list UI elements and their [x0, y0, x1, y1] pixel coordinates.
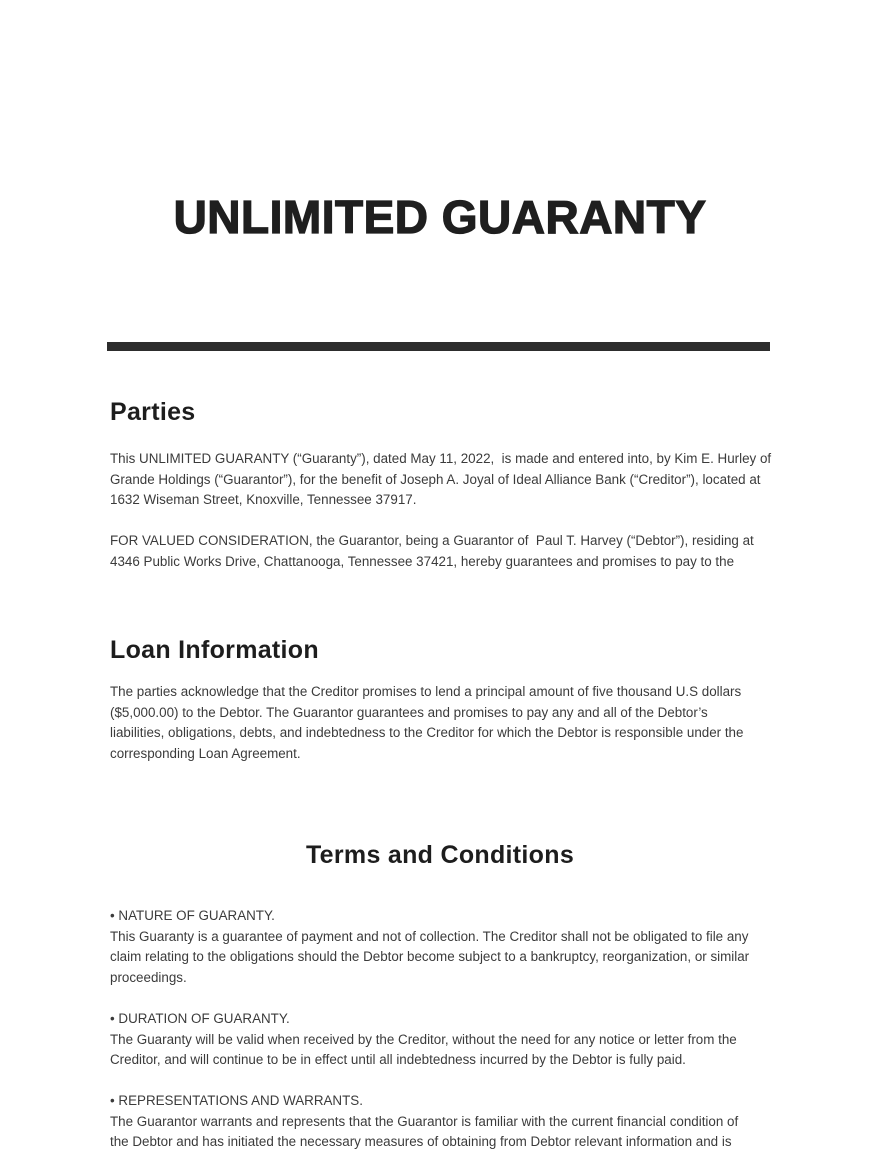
terms-section-title: • REPRESENTATIONS AND WARRANTS. — [110, 1093, 363, 1108]
text-line: Grande Holdings (“Guarantor”), for the benefit of Joseph A. Joyal of Ideal Alliance Bank (“Creditor”), located at — [110, 471, 761, 487]
terms-section-title: • DURATION OF GUARANTY. — [110, 1011, 290, 1026]
document-title: UNLIMITED GUARANTY — [173, 191, 707, 243]
text-line: the Debtor and has initiated the necessary measures of obtaining from Debtor relevant information and is — [110, 1134, 732, 1150]
text-line: This UNLIMITED GUARANTY (“Guaranty”), dated May 11, 2022, is made and entered into, by Kim E. Hurley of — [110, 451, 772, 466]
text-line: claim relating to the obligations should the Debtor become subject to a bankruptcy, reorganization, or similar — [110, 949, 750, 965]
text-line: The parties acknowledge that the Creditor promises to lend a principal amount of five thousand U.S dollars — [110, 684, 742, 699]
text-line: 4346 Public Works Drive, Chattanooga, Tennessee 37421, hereby guarantees and promises to pay to the — [110, 553, 735, 569]
parties-heading: Parties — [110, 398, 196, 426]
text-line: FOR VALUED CONSIDERATION, the Guarantor, being a Guarantor of Paul T. Harvey (“Debtor”), residing at — [110, 533, 754, 548]
text-line: This Guaranty is a guarantee of payment and not of collection. The Creditor shall not be obligated to file any — [110, 928, 749, 944]
terms-section-representations-and-warrants — [110, 1091, 810, 1153]
text-line: Creditor, and will continue to be in effect until all indebtedness incurred by the Debtor is fully paid. — [110, 1052, 686, 1068]
terms-section-title: • NATURE OF GUARANTY. — [110, 908, 275, 923]
parties-paragraph-1 — [110, 449, 810, 511]
text-line: The Guarantor warrants and represents that the Guarantor is familiar with the current financial condition of — [110, 1113, 739, 1129]
text-line: proceedings. — [110, 970, 187, 986]
text-line: corresponding Loan Agreement. — [110, 746, 301, 762]
text-line: 1632 Wiseman Street, Knoxville, Tennessee 37917. — [110, 492, 417, 508]
text-line: The Guaranty will be valid when received by the Creditor, without the need for any notice or letter from the — [110, 1031, 737, 1047]
terms-section-duration-of-guaranty — [110, 1009, 810, 1071]
terms-section-nature-of-guaranty — [110, 906, 810, 989]
terms-and-conditions-heading: Terms and Conditions — [305, 841, 575, 869]
loan-information-paragraph — [110, 682, 810, 765]
text-line: ($5,000.00) to the Debtor. The Guarantor guarantees and promises to pay any and all of the Debtor’s — [110, 704, 708, 720]
loan-information-heading: Loan Information — [110, 636, 319, 664]
text-line: liabilities, obligations, debts, and indebtedness to the Creditor for which the Debtor is responsible under the — [110, 725, 744, 741]
divider-bar — [107, 342, 770, 351]
parties-paragraph-2 — [110, 531, 810, 572]
